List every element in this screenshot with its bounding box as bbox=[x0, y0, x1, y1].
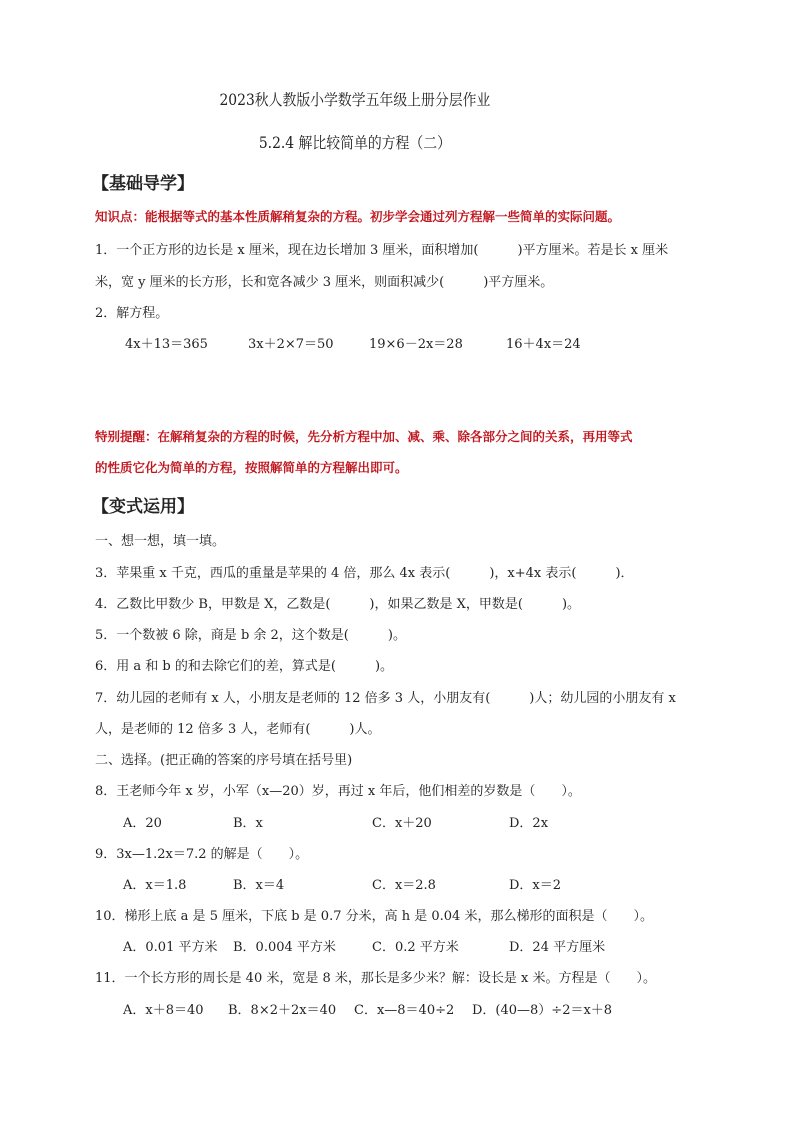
q10-option-d: D．24 平方厘米 bbox=[509, 940, 606, 955]
q11-option-c: C．x—8＝40÷2 bbox=[354, 1003, 455, 1018]
q10-option-a: A．0.01 平方米 bbox=[123, 940, 218, 955]
question-1-line-2: 米，宽 y 厘米的长方形，长和宽各减少 3 厘米，则面积减少( )平方厘米。 bbox=[95, 275, 554, 290]
q10-option-c: C．0.2 平方米 bbox=[372, 940, 459, 955]
question-7-line-2: 人，是老师的 12 倍多 3 人，老师有( )人。 bbox=[95, 722, 381, 737]
q8-option-b: B．x bbox=[233, 816, 263, 831]
q8-option-a: A．20 bbox=[123, 816, 162, 831]
page-title: 2023秋人教版小学数学五年级上册分层作业 bbox=[219, 91, 491, 109]
question-9: 9．3x—1.2x＝7.2 的解是（ ）。 bbox=[95, 847, 309, 862]
q11-option-a: A．x＋8＝40 bbox=[123, 1003, 204, 1018]
question-3: 3．苹果重 x 千克，西瓜的重量是苹果的 4 倍，那么 4x 表示( )，x+4x 表示( )． bbox=[95, 566, 634, 581]
question-10: 10．梯形上底 a 是 5 厘米，下底 b 是 0.7 分米，高 h 是 0.04 米，那么梯形的面积是（ ）。 bbox=[95, 909, 653, 924]
q9-option-b: B．x＝4 bbox=[233, 878, 285, 893]
reminder-line-1: 特别提醒：在解稍复杂的方程的时候，先分析方程中加、减、乘、除各部分之间的关系，再用等式 bbox=[95, 429, 633, 444]
question-5: 5．一个数被 6 除，商是 b 余 2，这个数是( )。 bbox=[95, 628, 406, 643]
question-7-line-1: 7．幼儿园的老师有 x 人，小朋友是老师的 12 倍多 3 人，小朋友有( )人；幼儿园的小朋友有 x bbox=[95, 691, 676, 706]
question-11: 11．一个长方形的周长是 40 米，宽是 8 米，那长是多少米？解：设长是 x 米。方程是（ ）。 bbox=[95, 971, 656, 986]
question-2: 2．解方程。 bbox=[95, 306, 169, 321]
q8-option-d: D．2x bbox=[509, 816, 549, 831]
knowledge-point: 知识点：能根据等式的基本性质解稍复杂的方程。初步学会通过列方程解一些简单的实际问题。 bbox=[95, 209, 621, 224]
section-heading-variant: 【变式运用】 bbox=[92, 497, 194, 517]
question-8: 8．王老师今年 x 岁，小军（x—20）岁，再过 x 年后，他们相差的岁数是（ ）。 bbox=[95, 784, 581, 799]
section-heading-basic: 【基础导学】 bbox=[92, 174, 194, 194]
part-1-heading: 一、想一想，填一填。 bbox=[95, 534, 226, 549]
q8-option-c: C．x＋20 bbox=[372, 816, 432, 831]
question-4: 4．乙数比甲数少 B，甲数是 X，乙数是( )，如果乙数是 X，甲数是( )。 bbox=[95, 597, 581, 612]
part-2-heading: 二、选择。(把正确的答案的序号填在括号里) bbox=[95, 753, 353, 768]
equation-1: 4x＋13＝365 bbox=[125, 337, 208, 352]
equation-2: 3x＋2×7＝50 bbox=[248, 337, 334, 352]
q11-option-d: D．(40—8）÷2＝x＋8 bbox=[472, 1003, 613, 1018]
q9-option-a: A．x＝1.8 bbox=[123, 878, 187, 893]
q11-option-b: B．8×2＋2x＝40 bbox=[228, 1003, 337, 1018]
equation-4: 16＋4x＝24 bbox=[506, 337, 581, 352]
question-1-line-1: 1．一个正方形的边长是 x 厘米，现在边长增加 3 厘米，面积增加( )平方厘米。若是长 x 厘米 bbox=[95, 243, 669, 258]
page-subtitle: 5.2.4 解比较简单的方程（二） bbox=[258, 134, 451, 152]
equation-3: 19×6－2x＝28 bbox=[369, 337, 463, 352]
q10-option-b: B．0.004 平方米 bbox=[233, 940, 336, 955]
q9-option-d: D．x＝2 bbox=[509, 878, 562, 893]
q9-option-c: C．x＝2.8 bbox=[372, 878, 436, 893]
question-6: 6．用 a 和 b 的和去除它们的差，算式是( )。 bbox=[95, 659, 394, 674]
reminder-line-2: 的性质它化为简单的方程，按照解简单的方程解出即可。 bbox=[95, 460, 408, 475]
